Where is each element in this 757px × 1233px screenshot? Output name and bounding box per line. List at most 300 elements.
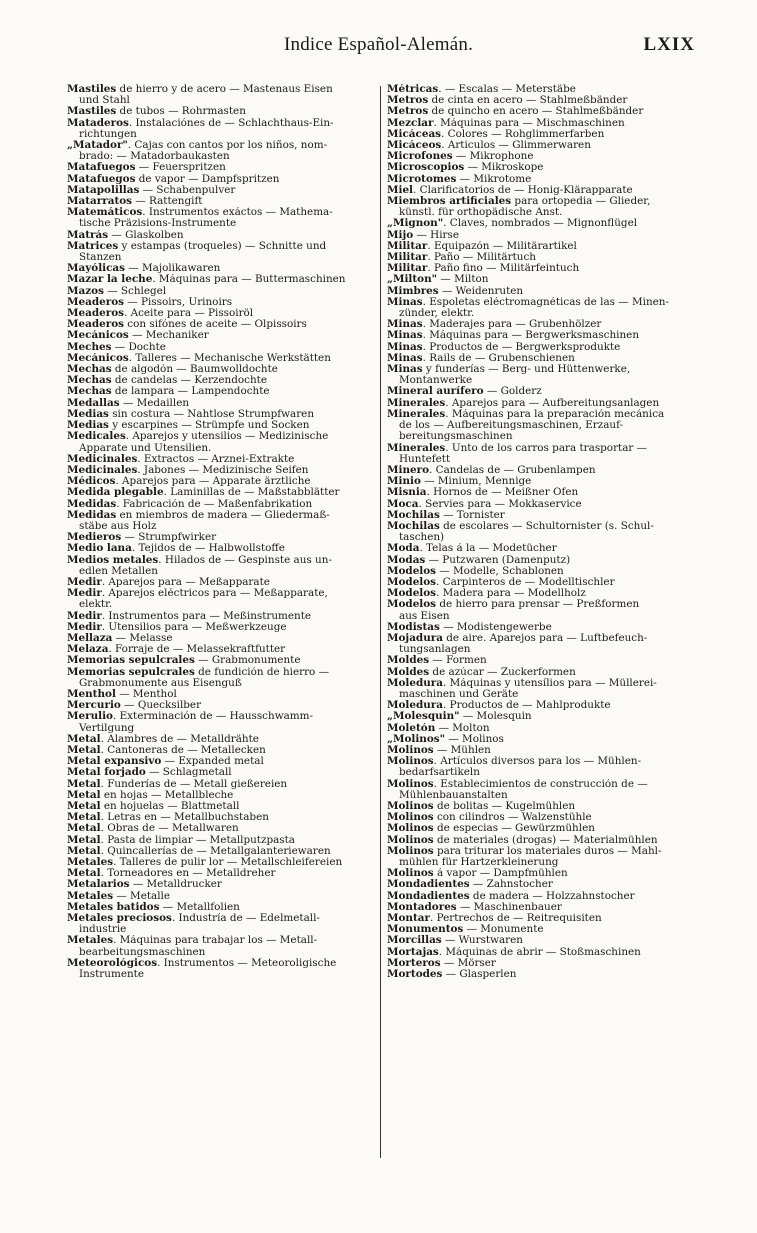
headword: Molinos: [387, 744, 434, 756]
headword: Metal: [67, 823, 101, 835]
index-entry-continuation: bearbeitungsmaschinen: [79, 946, 206, 958]
index-entry-line: Moldes de azúcar — Zuckerformen: [387, 666, 576, 678]
index-entry: [387, 577, 693, 588]
headword: Metales: [67, 935, 114, 947]
index-entry-line: Mijo — Hirse: [387, 229, 459, 241]
index-entry: [67, 353, 373, 364]
index-entry: [67, 823, 373, 834]
index-entry-line: Medicinales. Extractos — Arznei-Extrakte: [67, 453, 295, 465]
index-entry: [67, 812, 373, 823]
index-entry-line: Metal. Cantoneras de — Metallecken: [67, 744, 266, 756]
index-entry-line: Mortajas. Máquinas de abrir — Stoßmaschinen: [387, 946, 641, 958]
index-entry: [387, 151, 693, 162]
index-entry: [67, 118, 373, 140]
index-entry-line: Minio — Minium, Mennige: [387, 476, 532, 488]
index-entry-line: Molinos con cilindros — Walzenstühle: [387, 812, 592, 824]
index-entry: [67, 386, 373, 397]
index-entry-continuation: und Stahl: [79, 95, 130, 107]
index-entry: [387, 756, 693, 778]
index-entry-line: Matapolillas — Schabenpulver: [67, 184, 236, 196]
index-entry-line: „Molesquin" — Molesquin: [387, 711, 532, 723]
headword: Metal: [67, 845, 101, 857]
headword: Menthol: [67, 688, 116, 700]
index-entry-line: Metalarios — Metalldrucker: [67, 879, 222, 891]
index-entry: [387, 913, 693, 924]
index-entry: [67, 958, 373, 980]
index-entry-line: Morteros — Mörser: [387, 957, 496, 969]
headword: Minero: [387, 464, 430, 476]
index-entry: [387, 868, 693, 879]
index-entry-line: Moletón — Molton: [387, 722, 490, 734]
headword: Meaderos: [67, 319, 124, 331]
headword: Mataderos: [67, 117, 129, 129]
index-entry-line: Molinos de especias — Gewürzmühlen: [387, 823, 595, 835]
index-entry-line: Miel. Clarificatorios de — Honig-Klärapparate: [387, 184, 633, 196]
index-entry: [67, 532, 373, 543]
headword: Metal: [67, 812, 101, 824]
index-entry-line: Metal expansivo — Expanded metal: [67, 756, 264, 768]
index-entry: [387, 118, 693, 129]
index-entry-line: Metal. Alambres de — Metalldrähte: [67, 733, 259, 745]
index-entry-line: Montar. Pertrechos de — Reitrequisiten: [387, 913, 602, 925]
headword: Meches: [67, 341, 112, 353]
index-entry-continuation: zünder, elektr.: [399, 308, 475, 320]
index-entry: [387, 924, 693, 935]
right-index-column: [387, 84, 693, 980]
index-entry-line: Mecánicos. Talleres — Mechanische Werkstätten: [67, 352, 331, 364]
index-entry: [387, 140, 693, 151]
index-entry-line: Medio lana. Tejidos de — Halbwollstoffe: [67, 543, 285, 555]
index-entry-continuation: Instrumente: [79, 969, 144, 981]
index-entry-continuation: Grabmonumente aus Eisenguß: [79, 677, 242, 689]
index-entry: [387, 823, 693, 834]
index-entry: [67, 767, 373, 778]
headword: Metros: [387, 95, 429, 107]
headword: Merulio: [67, 711, 113, 723]
headword: Mineral aurífero: [387, 386, 484, 398]
index-entry: [67, 902, 373, 913]
column-divider: [380, 86, 381, 1158]
index-entry-line: „Matador". Cajas con cantos por los niños, nom-: [67, 140, 328, 152]
headword: Metal: [67, 834, 101, 846]
index-entry-continuation: Mühlenbauanstalten: [399, 789, 508, 801]
headword: Mellaza: [67, 632, 113, 644]
headword: Moldes: [387, 666, 430, 678]
index-entry-line: Minerales. Aparejos para — Aufbereitungsanlagen: [387, 397, 660, 409]
index-entry-line: Molinos para triturar los materiales duros — Mahl-: [387, 845, 662, 857]
index-entry-line: Medios metales. Hilados de — Gespinste aus un-: [67, 554, 332, 566]
index-entry: [387, 891, 693, 902]
headword: Mechas: [67, 375, 112, 387]
headword: Molinos: [387, 756, 434, 768]
headword: Mastiles: [67, 84, 117, 95]
headword: Modas: [387, 554, 426, 566]
headword: Militar: [387, 252, 428, 264]
index-entry: [67, 84, 373, 106]
headword: Montadores: [387, 901, 457, 913]
index-entry-line: „Milton" — Milton: [387, 274, 489, 286]
index-entry: [67, 342, 373, 353]
index-entry-line: Metales batidos — Metallfolien: [67, 901, 240, 913]
headword: Molinos: [387, 801, 434, 812]
index-entry-line: Mondadientes — Zahnstocher: [387, 879, 553, 891]
index-entry: [387, 386, 693, 397]
headword: Meteorológicos: [67, 957, 158, 969]
index-entry: [67, 633, 373, 644]
index-entry-line: Mechas de candelas — Kerzendochte: [67, 375, 267, 387]
headword: Memorias sepulcrales: [67, 666, 195, 678]
index-entry: [387, 622, 693, 633]
headword: Metros: [387, 106, 429, 118]
index-entry-line: Mastiles de tubos — Rohrmasten: [67, 106, 246, 118]
index-entry: [387, 241, 693, 252]
headword: Medias: [67, 408, 109, 420]
index-entry-line: Micáceos. Articulos — Glimmerwaren: [387, 140, 591, 152]
index-entry-continuation: bereitungsmaschinen: [399, 431, 513, 443]
index-entry: [387, 319, 693, 330]
index-entry-line: Mazos — Schlegel: [67, 285, 167, 297]
left-index-column: [67, 84, 373, 980]
headword: Minas: [387, 341, 423, 353]
index-entry: [67, 790, 373, 801]
index-entry-line: Minas. Rails de — Grubenschienen: [387, 352, 575, 364]
headword: Modelos: [387, 588, 437, 600]
headword: Metal: [67, 789, 101, 801]
index-entry: [67, 801, 373, 812]
headword: Medir: [67, 621, 102, 633]
headword: Mecánicos: [67, 352, 129, 364]
headword: Modistas: [387, 621, 440, 633]
index-entry-line: Métricas. — Escalas — Meterstäbe: [387, 84, 576, 95]
index-entry: [387, 465, 693, 476]
index-entry-line: Matemáticos. Instrumentos exáctos — Mathema-: [67, 207, 333, 219]
index-entry: [387, 711, 693, 722]
headword: Mezclar: [387, 117, 434, 129]
index-entry: [67, 689, 373, 700]
headword: Montar: [387, 913, 430, 925]
headword: Moca: [387, 498, 419, 510]
headword: Meaderos: [67, 296, 124, 308]
index-entry: [387, 633, 693, 655]
index-entry-line: Mechas de algodón — Baumwolldochte: [67, 364, 278, 376]
headword: Métricas: [387, 84, 439, 95]
index-entry: [387, 812, 693, 823]
index-entry: [67, 779, 373, 790]
index-entry-continuation: künstl. für orthopädische Anst.: [399, 207, 563, 219]
index-entry-line: Medir. Aparejos para — Meßapparate: [67, 576, 270, 588]
headword: Micáceos: [387, 140, 442, 152]
index-entry: [387, 835, 693, 846]
index-entry-line: Metales. Máquinas para trabajar los — Metall-: [67, 935, 318, 947]
headword: Medicinales: [67, 453, 138, 465]
index-entry: [67, 857, 373, 868]
index-entry-continuation: maschinen und Geräte: [399, 688, 519, 700]
headword: Metales: [67, 890, 114, 902]
index-entry-continuation: richtungen: [79, 128, 137, 140]
index-entry: [387, 667, 693, 678]
index-entry-line: Medias y escarpines — Strümpfe und Socken: [67, 420, 310, 432]
index-entry-line: Matafuegos — Feuerspritzen: [67, 162, 226, 174]
index-entry-line: Matafuegos de vapor — Dampfspritzen: [67, 173, 280, 185]
index-entry-line: Minas. Máquinas para — Bergwerksmaschinen: [387, 330, 640, 342]
headword: Metalarios: [67, 879, 130, 891]
index-entry: [67, 555, 373, 577]
headword: Metal expansivo: [67, 756, 162, 768]
headword: Matafuegos: [67, 162, 136, 174]
index-entry: [67, 935, 373, 957]
headword: Microfones: [387, 151, 453, 163]
headword: Microtomes: [387, 173, 457, 185]
headword: Mercurio: [67, 700, 121, 712]
index-entry-line: Medias sin costura — Nahtlose Strumpfwaren: [67, 408, 315, 420]
index-entry: [387, 947, 693, 958]
index-entry-continuation: tungsanlagen: [399, 644, 471, 656]
index-entry: [387, 801, 693, 812]
index-entry-line: Militar. Paño — Militärtuch: [387, 252, 536, 264]
index-entry-line: Molinos á vapor — Dampfmühlen: [387, 868, 568, 880]
index-entry: [387, 734, 693, 745]
index-entry: [67, 207, 373, 229]
headword: Mortajas: [387, 946, 439, 958]
index-entry: [387, 398, 693, 409]
index-entry: [67, 667, 373, 689]
headword: Metal: [67, 733, 101, 745]
headword: Medias: [67, 420, 109, 432]
index-entry-line: Micáceas. Colores — Rohglimmerfarben: [387, 128, 605, 140]
index-entry: [67, 431, 373, 453]
headword: Molinos: [387, 834, 434, 846]
headword: Matrás: [67, 229, 109, 241]
index-entry: [387, 196, 693, 218]
index-entry-line: Miembros artificiales para ortopedia — Glieder,: [387, 196, 651, 208]
headword: Metales preciosos: [67, 913, 172, 925]
index-entry-continuation: brado: — Matadorbaukasten: [79, 151, 230, 163]
headword: „Molinos": [387, 733, 446, 745]
index-entry-line: Molinos. Establecimientos de construcción de —: [387, 778, 648, 790]
index-entry: [387, 230, 693, 241]
headword: Meaderos: [67, 308, 124, 320]
index-entry-line: Medidas en miembros de madera — Gliedermaß-: [67, 509, 330, 521]
headword: Matrices: [67, 240, 119, 252]
headword: Minerales: [387, 442, 446, 454]
headword: Mondadientes: [387, 879, 470, 891]
index-entry: [67, 700, 373, 711]
index-entry-line: Mineral aurífero — Golderz: [387, 386, 542, 398]
headword: Minas: [387, 330, 423, 342]
index-entry-line: Metal en hojas — Metallbleche: [67, 789, 234, 801]
index-entry: [67, 622, 373, 633]
index-entry: [67, 465, 373, 476]
index-entry-line: Minerales. Unto de los carros para trasportar —: [387, 442, 648, 454]
index-entry: [387, 174, 693, 185]
index-entry: [67, 185, 373, 196]
index-entry-line: Matarratos — Rattengift: [67, 196, 203, 208]
index-entry-continuation: stäbe aus Holz: [79, 520, 157, 532]
index-entry-line: Minas. Espoletas eléctromagnéticas de las — Minen-: [387, 296, 669, 308]
index-entry: [387, 521, 693, 543]
index-entry: [67, 644, 373, 655]
index-entry: [67, 319, 373, 330]
index-entry: [387, 409, 693, 443]
index-entry-line: Mochilas de escolares — Schultornister (s. Schul-: [387, 520, 654, 532]
index-entry-line: Moca. Servies para — Mokkaservice: [387, 498, 582, 510]
page-number: LXIX: [643, 34, 695, 55]
index-entry-line: Minas. Productos de — Bergwerksprodukte: [387, 341, 621, 353]
index-entry-line: Minas y funderías — Berg- und Hüttenwerke,: [387, 364, 631, 376]
headword: Mecánicos: [67, 330, 129, 342]
index-entry: [67, 140, 373, 162]
index-entry-line: Mercurio — Quecksilber: [67, 700, 202, 712]
index-entry: [67, 510, 373, 532]
headword: Metal forjado: [67, 767, 146, 779]
headword: Mondadientes: [387, 890, 470, 902]
index-entry: [67, 308, 373, 319]
index-entry-line: Meaderos con sifónes de aceite — Ölpissoirs: [67, 319, 307, 331]
index-entry-continuation: Huntefett: [399, 453, 451, 465]
headword: Mazar la leche: [67, 274, 153, 286]
index-entry: [387, 252, 693, 263]
headword: Matemáticos: [67, 207, 143, 219]
index-entry-line: „Mignon". Claves, nombrados — Mignonflügel: [387, 218, 638, 230]
index-entry-continuation: taschen): [399, 532, 445, 544]
index-entry-line: Moledura. Productos de — Mahlprodukte: [387, 700, 611, 712]
index-entry: [387, 353, 693, 364]
index-entry-line: Merulio. Exterminación de — Hausschwamm-: [67, 711, 313, 723]
index-entry: [387, 678, 693, 700]
index-entry: [387, 566, 693, 577]
headword: Monumentos: [387, 924, 464, 936]
index-entry-line: Molinos de bolitas — Kugelmühlen: [387, 801, 576, 812]
index-entry: [67, 364, 373, 375]
index-entry-line: Modelos — Modelle, Schablonen: [387, 565, 564, 577]
index-entry-line: Metales. Talleres de pulir lor — Metallschleifereien: [67, 857, 343, 869]
index-entry-line: Medallas — Medaillen: [67, 397, 190, 409]
index-entry: [67, 162, 373, 173]
headword: Molinos: [387, 778, 434, 790]
headword: Medio lana: [67, 543, 132, 555]
headword: Matafuegos: [67, 173, 136, 185]
headword: Molinos: [387, 868, 434, 880]
index-entry-line: Metal. Pasta de limpiar — Metallputzpasta: [67, 834, 296, 846]
index-entry-line: Medieros — Strumpfwirker: [67, 532, 217, 544]
index-entry: [387, 555, 693, 566]
index-entry: [67, 174, 373, 185]
index-entry: [387, 655, 693, 666]
index-entry: [387, 879, 693, 890]
index-entry-line: Mastiles de hierro y de acero — Mastenaus Eisen: [67, 84, 333, 95]
headword: Metal: [67, 868, 101, 880]
index-entry-line: Mecánicos — Mechaniker: [67, 330, 209, 342]
index-entry: [67, 263, 373, 274]
index-entry: [67, 745, 373, 756]
index-entry: [387, 443, 693, 465]
index-entry-line: Militar. Equipazón — Militärartikel: [387, 240, 577, 252]
index-entry-line: Minero. Candelas de — Grubenlampen: [387, 464, 596, 476]
headword: Mochilas: [387, 509, 440, 521]
index-entry: [67, 230, 373, 241]
index-entry: [387, 185, 693, 196]
index-entry: [387, 364, 693, 386]
index-entry: [67, 487, 373, 498]
index-entry: [387, 342, 693, 353]
index-entry: [67, 734, 373, 745]
index-entry: [387, 745, 693, 756]
headword: Medidas: [67, 498, 117, 510]
headword: Molinos: [387, 812, 434, 824]
headword: Medallas: [67, 397, 120, 409]
index-entry: [387, 499, 693, 510]
index-entry-line: Militar. Paño fino — Militärfeintuch: [387, 263, 580, 275]
headword: Medidas: [67, 509, 117, 521]
headword: Minio: [387, 476, 421, 488]
headword: Misnia: [387, 487, 427, 499]
index-entry: [67, 196, 373, 207]
index-entry-line: Misnia. Hornos de — Meißner Öfen: [387, 487, 579, 499]
headword: Matapolillas: [67, 184, 140, 196]
index-entry-line: Menthol — Menthol: [67, 688, 177, 700]
index-entry: [67, 891, 373, 902]
index-entry: [387, 700, 693, 711]
headword: „Molesquin": [387, 711, 460, 723]
headword: „Matador": [67, 140, 128, 152]
index-entry-continuation: industrie: [79, 924, 127, 936]
index-entry-line: Mazar la leche. Máquinas para — Buttermaschinen: [67, 274, 346, 286]
index-entry-line: Metal. Quincallerías de — Metallgalanteriewaren: [67, 845, 331, 857]
index-entry: [387, 129, 693, 140]
index-entry-line: Minerales. Máquinas para la preparación mecánica: [387, 408, 665, 420]
index-entry: [67, 330, 373, 341]
index-entry: [67, 241, 373, 263]
headword: Moledura: [387, 677, 444, 689]
index-entry-continuation: de los — Aufbereitungsmaschinen, Erzauf-: [399, 420, 624, 432]
index-entry-line: Monumentos — Monumente: [387, 924, 544, 936]
index-entry-continuation: Montanwerke: [399, 375, 473, 387]
index-entry-line: Meaderos — Pissoirs, Urinoirs: [67, 296, 233, 308]
headword: Miembros artificiales: [387, 196, 512, 208]
index-entry-line: Medir. Instrumentos para — Meßinstrumente: [67, 610, 312, 622]
index-entry-continuation: elektr.: [79, 599, 113, 611]
index-entry: [67, 398, 373, 409]
index-entry: [67, 835, 373, 846]
index-entry: [387, 218, 693, 229]
index-entry-line: Metal en hojuelas — Blattmetall: [67, 801, 240, 812]
headword: Metal: [67, 744, 101, 756]
index-entry-line: Metros de cinta en acero — Stahlmeßbänder: [387, 95, 628, 107]
index-entry: [387, 588, 693, 599]
headword: Mortodes: [387, 969, 443, 981]
headword: Minas: [387, 364, 423, 376]
index-entry-line: Metal. Funderías de — Metall gießereien: [67, 778, 288, 790]
headword: Minas: [387, 352, 423, 364]
index-entry: [387, 902, 693, 913]
index-entry-line: Mortodes — Glasperlen: [387, 969, 517, 981]
headword: Moldes: [387, 655, 430, 667]
headword: Micáceas: [387, 128, 442, 140]
headword: Mijo: [387, 229, 414, 241]
index-entry-continuation: aus Eisen: [399, 610, 450, 622]
headword: Melaza: [67, 644, 109, 656]
index-entry: [387, 846, 693, 868]
index-entry-line: Medir. Aparejos eléctricos para — Meßapparate,: [67, 588, 328, 600]
index-entry: [387, 274, 693, 285]
index-entry: [67, 297, 373, 308]
headword: Mazos: [67, 285, 104, 297]
index-entry: [387, 476, 693, 487]
index-entry: [387, 935, 693, 946]
headword: Metales batidos: [67, 901, 160, 913]
index-entry: [67, 611, 373, 622]
index-entry: [387, 297, 693, 319]
